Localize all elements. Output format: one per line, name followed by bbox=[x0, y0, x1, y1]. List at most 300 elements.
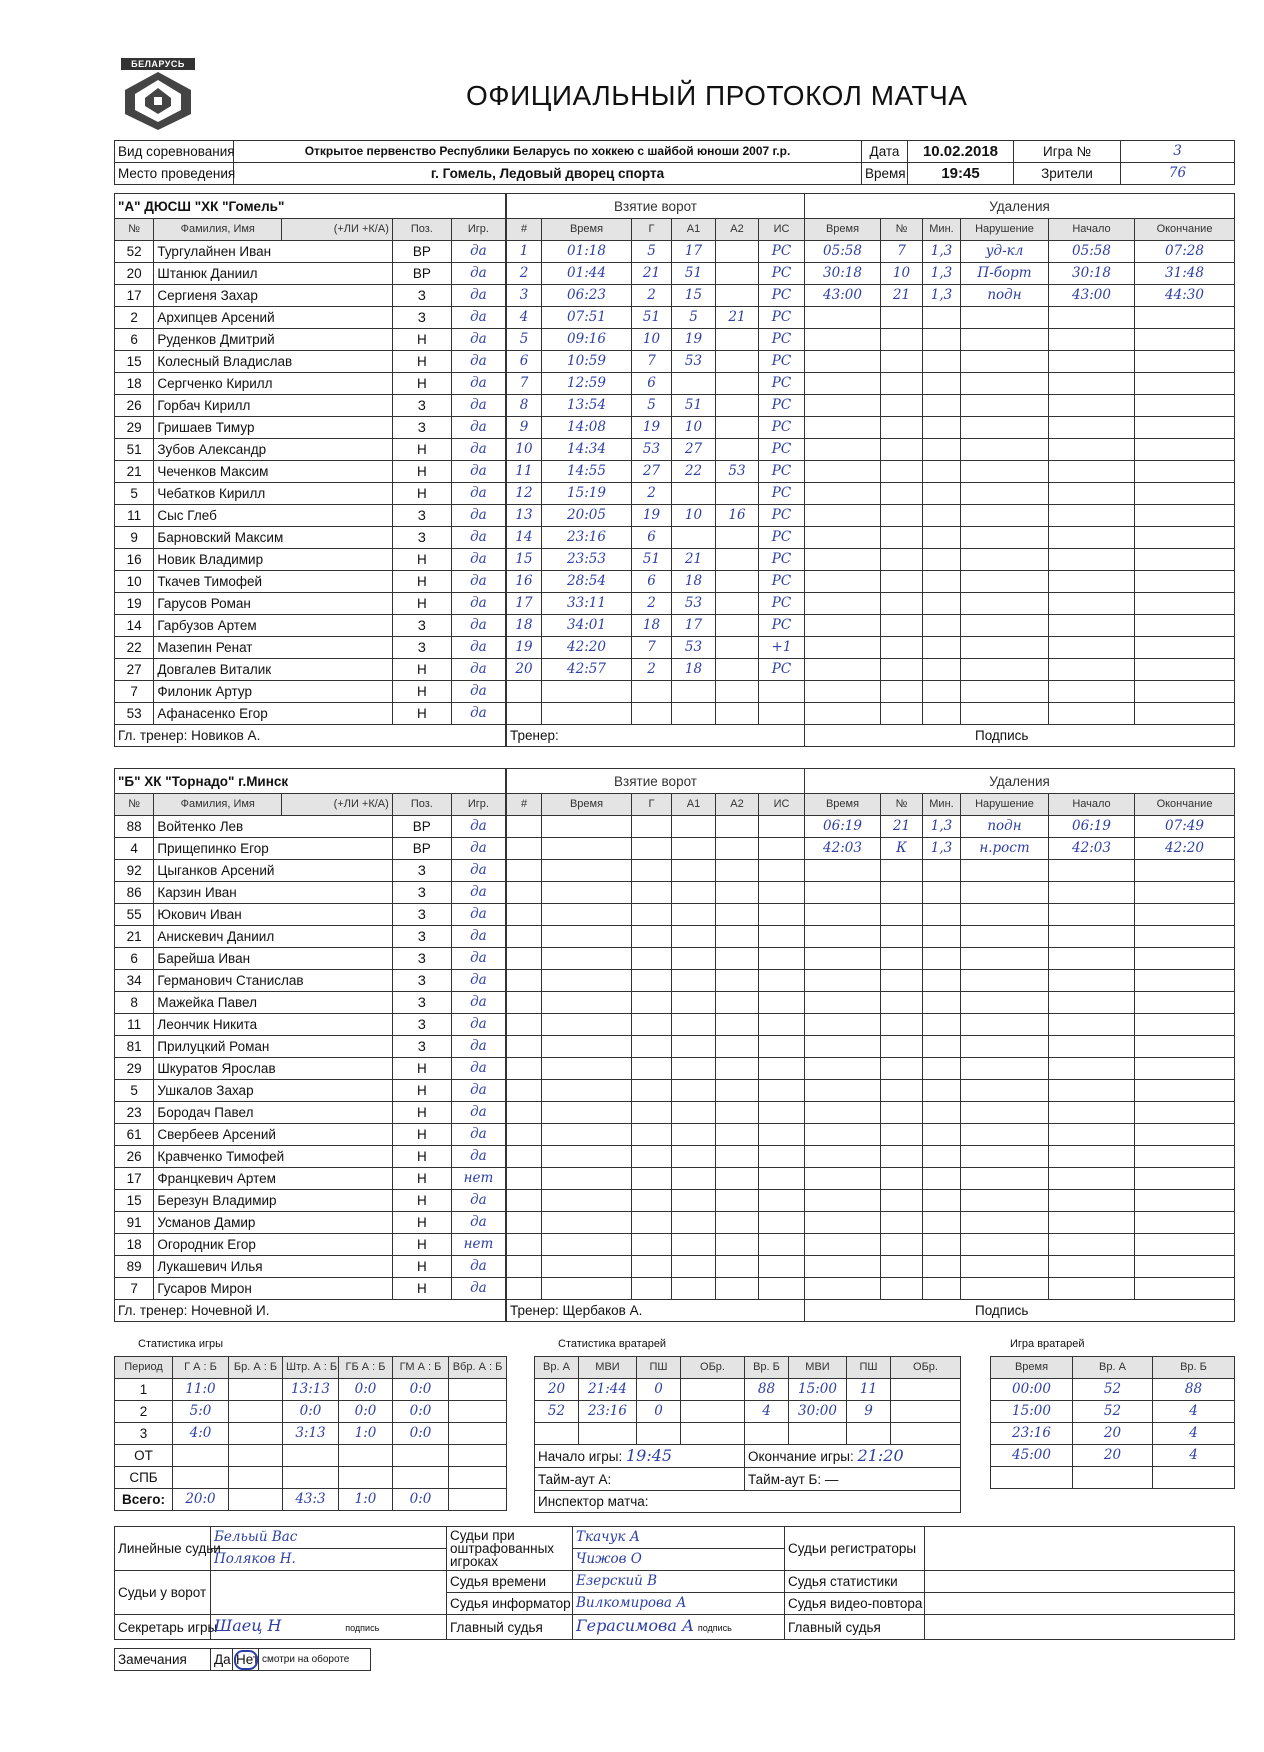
stats-cell bbox=[283, 1467, 339, 1489]
penalty-row-cell bbox=[1135, 373, 1235, 395]
time-judge-label: Судья времени bbox=[447, 1571, 573, 1593]
stats-cell: 1:0 bbox=[339, 1423, 393, 1445]
penalty-row-cell bbox=[961, 1124, 1049, 1146]
player-played: да bbox=[451, 549, 505, 571]
goal-row-cell bbox=[507, 1036, 542, 1058]
stats-cell bbox=[449, 1445, 507, 1467]
goal-row-cell bbox=[672, 527, 716, 549]
player-played: да bbox=[451, 816, 505, 838]
penalty-row-cell bbox=[923, 549, 961, 571]
stats-cell bbox=[393, 1445, 449, 1467]
player-position: З bbox=[392, 417, 451, 439]
stats-cell: 0:0 bbox=[393, 1401, 449, 1423]
gk-title: Статистика вратарей bbox=[558, 1338, 667, 1350]
col-pos: Поз. bbox=[392, 219, 451, 241]
goal-row bbox=[507, 527, 805, 549]
penalty-row-cell bbox=[805, 395, 881, 417]
player-played: да bbox=[451, 904, 505, 926]
goal-row-cell: 4 bbox=[507, 307, 542, 329]
penalty-row-cell bbox=[805, 351, 881, 373]
goal-row bbox=[507, 395, 805, 417]
goal-row-cell bbox=[716, 395, 759, 417]
gk-row-cell bbox=[745, 1423, 789, 1445]
goal-row-cell bbox=[542, 1014, 632, 1036]
player-number: 19 bbox=[115, 593, 154, 615]
penalty-row-cell bbox=[1135, 860, 1235, 882]
player-position: З bbox=[392, 307, 451, 329]
penalty-row-cell bbox=[961, 593, 1049, 615]
goal-row-cell: PC bbox=[759, 439, 805, 461]
player-played: да bbox=[451, 1124, 505, 1146]
goal-row bbox=[507, 1278, 805, 1300]
remarks-yes[interactable]: Да bbox=[211, 1649, 233, 1671]
penalty-row-cell bbox=[923, 615, 961, 637]
column-header: Вр. Б bbox=[745, 1357, 789, 1379]
goal-row-cell bbox=[542, 1256, 632, 1278]
goal-row-cell bbox=[759, 1212, 805, 1234]
penalty-row-cell bbox=[1049, 593, 1135, 615]
penalty-row-cell bbox=[805, 992, 881, 1014]
player-played: да bbox=[451, 329, 505, 351]
player-number: 5 bbox=[115, 483, 154, 505]
stats-table bbox=[114, 1356, 507, 1511]
gk-row-cell: 9 bbox=[847, 1401, 891, 1423]
col-pend: Окончание bbox=[1135, 219, 1235, 241]
player-number: 15 bbox=[115, 351, 154, 373]
player-position: Н bbox=[392, 681, 451, 703]
goal-row-cell: 42:20 bbox=[542, 637, 632, 659]
goal-row-cell bbox=[759, 1190, 805, 1212]
goal-row-cell bbox=[672, 373, 716, 395]
goal-row-cell: 53 bbox=[672, 637, 716, 659]
penalty-row-cell bbox=[923, 1212, 961, 1234]
stats-cell: 1:0 bbox=[339, 1489, 393, 1511]
goal-row-cell bbox=[672, 1212, 716, 1234]
player-row bbox=[115, 285, 506, 307]
penalty-row-cell bbox=[805, 615, 881, 637]
goal-row-cell bbox=[759, 703, 805, 725]
player-name: Гусаров Мирон bbox=[154, 1278, 392, 1300]
goal-row-cell bbox=[759, 816, 805, 838]
player-position: З bbox=[392, 970, 451, 992]
game-value: 3 bbox=[1121, 141, 1235, 163]
goal-row-cell: PC bbox=[759, 285, 805, 307]
player-number: 5 bbox=[115, 1080, 154, 1102]
player-row bbox=[115, 483, 506, 505]
col-gtime: Время bbox=[542, 219, 632, 241]
logo-emblem-icon bbox=[121, 70, 195, 132]
goal-row-cell bbox=[759, 882, 805, 904]
player-played: нет bbox=[451, 1168, 505, 1190]
player-number: 16 bbox=[115, 549, 154, 571]
penalty-row-cell bbox=[805, 1278, 881, 1300]
goal-row-cell bbox=[542, 860, 632, 882]
goal-row-cell: 51 bbox=[632, 307, 672, 329]
penalty-row-cell bbox=[961, 637, 1049, 659]
penalty-row-cell: 42:20 bbox=[1135, 838, 1235, 860]
penalty-row bbox=[805, 373, 1235, 395]
penalty-row-cell bbox=[923, 1146, 961, 1168]
penalty-row bbox=[805, 351, 1235, 373]
goal-row-cell: 2 bbox=[507, 263, 542, 285]
goal-row-cell bbox=[507, 703, 542, 725]
goal-row-cell: 5 bbox=[632, 395, 672, 417]
pen-title: Удаления bbox=[805, 194, 1235, 219]
goal-row-cell: 14:55 bbox=[542, 461, 632, 483]
player-number: 21 bbox=[115, 926, 154, 948]
penalty-row bbox=[805, 1146, 1235, 1168]
penalty-row bbox=[805, 1014, 1235, 1036]
goal-row-cell bbox=[542, 838, 632, 860]
penalty-row-cell bbox=[881, 703, 923, 725]
goal-row-cell bbox=[759, 992, 805, 1014]
goal-row-cell: 20:05 bbox=[542, 505, 632, 527]
remarks-table bbox=[114, 1648, 371, 1671]
col-gtime: Время bbox=[542, 794, 632, 816]
penalty-row-cell: 21 bbox=[881, 816, 923, 838]
penalty-row-cell bbox=[961, 1102, 1049, 1124]
player-number: 91 bbox=[115, 1212, 154, 1234]
penalty-row-cell bbox=[881, 681, 923, 703]
goal-row-cell bbox=[759, 1080, 805, 1102]
col-pend: Окончание bbox=[1135, 794, 1235, 816]
player-number: 34 bbox=[115, 970, 154, 992]
penalty-row-cell bbox=[805, 505, 881, 527]
goals-title: Взятие ворот bbox=[507, 194, 805, 219]
gk-row-cell: 15:00 bbox=[789, 1379, 847, 1401]
player-position: Н bbox=[392, 351, 451, 373]
player-position: Н bbox=[392, 1212, 451, 1234]
penalty-row bbox=[805, 593, 1235, 615]
gk-row-cell: 20 bbox=[535, 1379, 579, 1401]
col-pstart: Начало bbox=[1049, 219, 1135, 241]
player-row bbox=[115, 659, 506, 681]
penalty-row-cell bbox=[961, 659, 1049, 681]
column-header: ПШ bbox=[847, 1357, 891, 1379]
penalty-row-cell bbox=[923, 395, 961, 417]
penalty-row-cell bbox=[1135, 992, 1235, 1014]
stats-cell: 43:3 bbox=[283, 1489, 339, 1511]
penalty-row-cell bbox=[961, 1212, 1049, 1234]
penalty-row-cell bbox=[881, 1234, 923, 1256]
goal-row-cell: PC bbox=[759, 593, 805, 615]
player-name: Колесный Владислав bbox=[154, 351, 393, 373]
start-value: 19:45 bbox=[625, 1446, 673, 1465]
player-number: 51 bbox=[115, 439, 154, 461]
player-row bbox=[115, 1190, 506, 1212]
penalty-row-cell bbox=[805, 439, 881, 461]
stats-cell bbox=[173, 1467, 229, 1489]
player-name: Цыганков Арсений bbox=[154, 860, 392, 882]
goal-row-cell bbox=[716, 241, 759, 263]
goal-row-cell: PC bbox=[759, 395, 805, 417]
player-name: Довгалев Виталик bbox=[154, 659, 393, 681]
penalty-row-cell: 7 bbox=[881, 241, 923, 263]
penalty-row-cell bbox=[805, 948, 881, 970]
gk-row-cell bbox=[847, 1423, 891, 1445]
match-header bbox=[114, 140, 1235, 185]
player-name: Березун Владимир bbox=[154, 1190, 392, 1212]
goal-row-cell bbox=[542, 681, 632, 703]
goal-row-cell bbox=[542, 1036, 632, 1058]
stats-cell: 0:0 bbox=[283, 1401, 339, 1423]
goal-row-cell bbox=[632, 1168, 672, 1190]
penalty-row-cell: 05:58 bbox=[1049, 241, 1135, 263]
goal-row-cell: 17 bbox=[672, 615, 716, 637]
goal-row bbox=[507, 992, 805, 1014]
penalty-row-cell bbox=[1135, 659, 1235, 681]
stats-cell bbox=[449, 1401, 507, 1423]
penalty-row bbox=[805, 549, 1235, 571]
goal-row-cell bbox=[507, 992, 542, 1014]
col-a1: А1 bbox=[672, 219, 716, 241]
goal-row bbox=[507, 816, 805, 838]
goal-row-cell: 13 bbox=[507, 505, 542, 527]
player-row bbox=[115, 948, 506, 970]
goal-row-cell: 8 bbox=[507, 395, 542, 417]
penalty-row-cell bbox=[961, 1080, 1049, 1102]
stats-cell: 0:0 bbox=[393, 1489, 449, 1511]
penalty-row-cell bbox=[805, 571, 881, 593]
penalty-row-cell bbox=[923, 461, 961, 483]
player-position: Н bbox=[392, 373, 451, 395]
stats-period: Всего: bbox=[115, 1489, 173, 1511]
penalty-row bbox=[805, 1190, 1235, 1212]
column-header: Время bbox=[991, 1357, 1073, 1379]
player-number: 7 bbox=[115, 1278, 154, 1300]
penalty-row bbox=[805, 615, 1235, 637]
gkplay-row-cell: 4 bbox=[1153, 1401, 1235, 1423]
goal-row bbox=[507, 1168, 805, 1190]
goal-row-cell bbox=[716, 439, 759, 461]
penalty-row-cell bbox=[805, 549, 881, 571]
penalty-row-cell bbox=[1135, 351, 1235, 373]
goalie-stats bbox=[534, 1338, 961, 1513]
penalty-row-cell bbox=[961, 549, 1049, 571]
goal-row-cell bbox=[632, 816, 672, 838]
goal-row-cell bbox=[672, 860, 716, 882]
penalty-row-cell bbox=[881, 1256, 923, 1278]
col-pno: № bbox=[881, 219, 923, 241]
penalty-row-cell bbox=[1049, 395, 1135, 417]
goal-row bbox=[507, 307, 805, 329]
goal-row bbox=[507, 461, 805, 483]
goal-row-cell bbox=[632, 926, 672, 948]
player-position: З bbox=[392, 948, 451, 970]
goal-row-cell: PC bbox=[759, 461, 805, 483]
penalty-row-cell bbox=[805, 681, 881, 703]
goal-row-cell bbox=[542, 970, 632, 992]
toa-label: Тайм-аут А: bbox=[538, 1472, 612, 1487]
comp-label: Вид соревнования bbox=[115, 141, 234, 163]
goal-row bbox=[507, 1036, 805, 1058]
goal-row-cell: 6 bbox=[632, 571, 672, 593]
penalty-row-cell bbox=[923, 483, 961, 505]
goal-row-cell bbox=[632, 1124, 672, 1146]
goal-row-cell bbox=[759, 681, 805, 703]
player-number: 88 bbox=[115, 816, 154, 838]
player-position: З bbox=[392, 505, 451, 527]
player-row bbox=[115, 263, 506, 285]
goal-row-cell bbox=[632, 1036, 672, 1058]
gk-row-cell: 52 bbox=[535, 1401, 579, 1423]
player-position: Н bbox=[392, 1146, 451, 1168]
goal-row-cell: 07:51 bbox=[542, 307, 632, 329]
goal-row-cell bbox=[759, 1234, 805, 1256]
goal-row-cell: 15 bbox=[507, 549, 542, 571]
penalty-row-cell bbox=[1135, 1168, 1235, 1190]
main-value: Герасимова А bbox=[576, 1616, 695, 1635]
player-name: Свербеев Арсений bbox=[154, 1124, 392, 1146]
column-header: Вр. А bbox=[535, 1357, 579, 1379]
goal-row bbox=[507, 1234, 805, 1256]
goal-row-cell bbox=[672, 1036, 716, 1058]
goal-row-cell: 5 bbox=[672, 307, 716, 329]
penalty-row-cell: 30:18 bbox=[1049, 263, 1135, 285]
player-name: Германович Станислав bbox=[154, 970, 392, 992]
gkplay-row-cell bbox=[1073, 1467, 1153, 1489]
goal-row bbox=[507, 505, 805, 527]
goal-row-cell: 2 bbox=[632, 593, 672, 615]
penalty-row-cell bbox=[923, 1278, 961, 1300]
remarks-label: Замечания bbox=[115, 1649, 211, 1671]
goal-row-cell: 1 bbox=[507, 241, 542, 263]
player-row bbox=[115, 703, 506, 725]
column-header: МВИ bbox=[789, 1357, 847, 1379]
penalty-row-cell bbox=[1049, 329, 1135, 351]
goal-row bbox=[507, 1256, 805, 1278]
stats-cell bbox=[229, 1401, 283, 1423]
gkplay-row-cell: 45:00 bbox=[991, 1445, 1073, 1467]
goal-row-cell bbox=[542, 1146, 632, 1168]
stats-cell bbox=[449, 1423, 507, 1445]
goal-row bbox=[507, 1080, 805, 1102]
goal-row-cell: 10 bbox=[672, 505, 716, 527]
player-played: да bbox=[451, 571, 505, 593]
player-name: Сыс Глеб bbox=[154, 505, 393, 527]
goal-row-cell bbox=[672, 1278, 716, 1300]
player-played: да bbox=[451, 659, 505, 681]
goal-row-cell bbox=[716, 703, 759, 725]
penalty-row-cell bbox=[805, 307, 881, 329]
penalty-row-cell bbox=[881, 904, 923, 926]
player-position: З bbox=[392, 926, 451, 948]
goal-row-cell bbox=[716, 1256, 759, 1278]
penalty-row-cell bbox=[881, 549, 923, 571]
goal-row-cell bbox=[716, 926, 759, 948]
penalty-row-cell bbox=[1049, 417, 1135, 439]
penalty-row-cell bbox=[1049, 1146, 1135, 1168]
penalty-row-cell bbox=[923, 1102, 961, 1124]
goal-row-cell bbox=[507, 926, 542, 948]
stats-cell bbox=[229, 1445, 283, 1467]
goal-row bbox=[507, 926, 805, 948]
player-played: да bbox=[451, 373, 505, 395]
goal-row-cell bbox=[507, 1212, 542, 1234]
goal-row-cell: PC bbox=[759, 307, 805, 329]
goal-row-cell bbox=[759, 860, 805, 882]
goal-row-cell bbox=[507, 1278, 542, 1300]
stats-period: СПБ bbox=[115, 1467, 173, 1489]
stats-cell bbox=[229, 1467, 283, 1489]
goal-row-cell bbox=[542, 1234, 632, 1256]
tob-value: — bbox=[824, 1471, 839, 1487]
player-row bbox=[115, 1278, 506, 1300]
goal-row bbox=[507, 483, 805, 505]
penalty-row bbox=[805, 681, 1235, 703]
penalty-row bbox=[805, 483, 1235, 505]
penalty-row-cell: 1,3 bbox=[923, 263, 961, 285]
player-played: да bbox=[451, 1190, 505, 1212]
penalty-row-cell bbox=[1049, 882, 1135, 904]
player-position: Н bbox=[392, 1234, 451, 1256]
player-name: Барейша Иван bbox=[154, 948, 392, 970]
goal-row-cell bbox=[759, 1102, 805, 1124]
player-played: да bbox=[451, 1256, 505, 1278]
player-row bbox=[115, 241, 506, 263]
goal-row-cell bbox=[672, 992, 716, 1014]
team-b-penalties bbox=[804, 768, 1235, 1322]
player-row bbox=[115, 549, 506, 571]
team-b-trainer: Тренер: Щербаков А. bbox=[507, 1300, 805, 1322]
col-pno: № bbox=[881, 794, 923, 816]
goal-row-cell bbox=[542, 1058, 632, 1080]
penalty-row-cell bbox=[1135, 527, 1235, 549]
remarks-no[interactable]: Нет bbox=[233, 1649, 259, 1671]
penalty-row-cell bbox=[961, 970, 1049, 992]
penalty-row bbox=[805, 637, 1235, 659]
goal-row bbox=[507, 329, 805, 351]
player-row bbox=[115, 329, 506, 351]
player-name: Гарбузов Артем bbox=[154, 615, 393, 637]
penalty-row-cell bbox=[961, 505, 1049, 527]
player-number: 23 bbox=[115, 1102, 154, 1124]
goal-row-cell: 7 bbox=[632, 351, 672, 373]
col-pmin: Мин. bbox=[923, 219, 961, 241]
gk-row-cell bbox=[789, 1423, 847, 1445]
sec-sign-label: подпись bbox=[345, 1623, 380, 1633]
goal-row-cell bbox=[632, 1080, 672, 1102]
player-number: 22 bbox=[115, 637, 154, 659]
goal-row-cell: 21 bbox=[632, 263, 672, 285]
goal-row-cell: 14:34 bbox=[542, 439, 632, 461]
goal-row-cell bbox=[672, 904, 716, 926]
goal-row-cell: 2 bbox=[632, 483, 672, 505]
penalty-row bbox=[805, 1234, 1235, 1256]
penalty-row-cell bbox=[1049, 1124, 1135, 1146]
col-pos: Поз. bbox=[392, 794, 451, 816]
player-played: да bbox=[451, 926, 505, 948]
player-row bbox=[115, 1124, 506, 1146]
column-header: Штр. А : Б bbox=[283, 1357, 339, 1379]
player-position: З bbox=[392, 1014, 451, 1036]
penalty-row-cell bbox=[881, 948, 923, 970]
goal-row-cell: 18 bbox=[507, 615, 542, 637]
goal-row-cell: 2 bbox=[632, 285, 672, 307]
goal-row bbox=[507, 285, 805, 307]
penalty-row-cell: 07:28 bbox=[1135, 241, 1235, 263]
team-a-trainer: Тренер: bbox=[507, 725, 805, 747]
player-row bbox=[115, 1212, 506, 1234]
penalty-row-cell: 31:48 bbox=[1135, 263, 1235, 285]
penalty-row-cell bbox=[805, 860, 881, 882]
penalty-row-cell bbox=[1049, 1058, 1135, 1080]
column-header: ГБ А : Б bbox=[339, 1357, 393, 1379]
goal-row-cell bbox=[672, 1168, 716, 1190]
goal-row-cell: 23:16 bbox=[542, 527, 632, 549]
goal-row-cell: 11 bbox=[507, 461, 542, 483]
goal-row bbox=[507, 241, 805, 263]
